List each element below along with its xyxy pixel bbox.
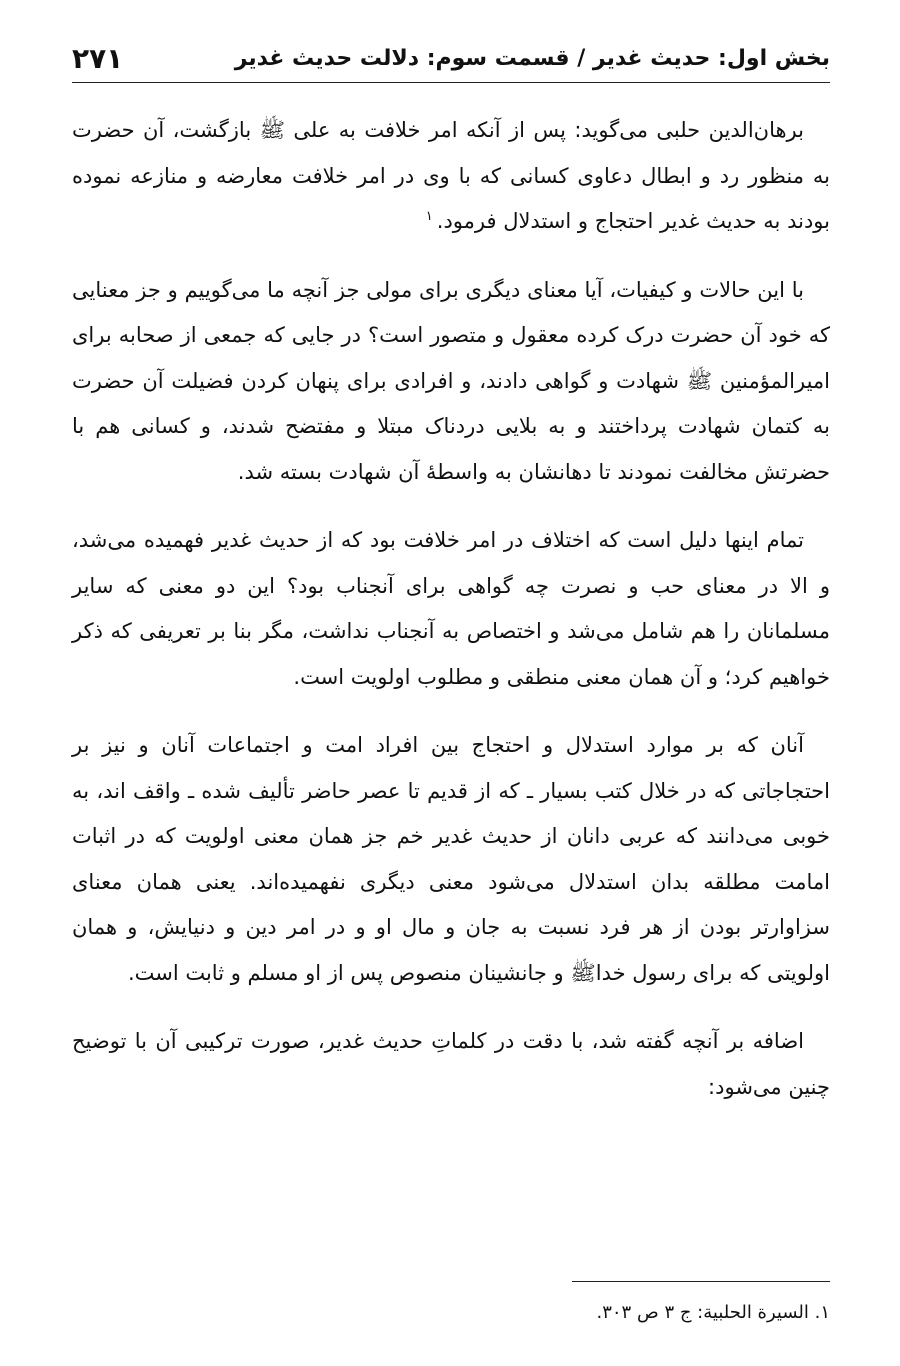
body-text: [72, 108, 830, 1133]
footnote-reference: ۱: [425, 209, 433, 224]
page-header: [72, 36, 830, 80]
running-head: بخش اول: حدیث غدیر / قسمت سوم: دلالت حدیث غدیر: [234, 45, 830, 71]
footnote: ۱. السیرة الحلبیة: ج ۳ ص ۳۰۳.: [596, 1302, 830, 1323]
paragraph-1-text: برهان‌الدین حلبی می‌گوید: پس از آنکه امر خلافت به علی ﷺ بازگشت، آن حضرت به منظور رد و ابطال دعاوی کسانی که با وی در امر خلافت معارضه و منازعه نموده بودند به حدیث غدیر احتجاج و استدلال فرمود.: [72, 118, 830, 233]
header-rule: [72, 82, 830, 83]
paragraph-4: آنان که بر موارد استدلال و احتجاج بین افراد امت و اجتماعات آنان و نیز بر احتجاجاتی که در خلال کتب بسیار ـ که از قدیم تا عصر حاضر تألیف شده ـ واقف اند، به خوبی می‌دانند که عربی دانان از حدیث غدیر خم جز همان معنی اولویت که در اثبات امامت مطلقه بدان استدلال می‌شود معنی دیگری نفهمیده‌اند. یعنی همان معنای سزاوارتر بودن از هر فرد نسبت به جان و مال او و در امر دین و دنیایش، و همان اولویتی که برای رسول خداﷺ و جانشینان منصوص پس از او مسلم و ثابت است.: [72, 733, 830, 985]
footnote-rule: [572, 1281, 830, 1282]
paragraph-2: با این حالات و کیفیات، آیا معنای دیگری برای مولی جز آنچه ما می‌گوییم و جز معنایی که خود آن حضرت درک کرده معقول و متصور است؟ در جایی که جمعی از صحابه برای امیرالمؤمنین ﷺ شهادت و گواهی دادند، و افرادی برای پنهان کردن فضیلت آن حضرت به کتمان شهادت پرداختند و به بلایی دردناک مبتلا و مفتضح شدند، و کسانی هم با حضرتش مخالفت نمودند تا دهانشان به واسطهٔ آن شهادت بسته شد.: [72, 277, 830, 484]
page-number: ۲۷۱: [72, 41, 124, 75]
paragraph-1: [72, 108, 830, 245]
paragraph-5: اضافه بر آنچه گفته شد، با دقت در کلماتِ حدیث غدیر، صورت ترکیبی آن با توضیح چنین می‌شود:: [72, 1029, 830, 1099]
paragraph-3: تمام اینها دلیل است که اختلاف در امر خلافت بود که از حدیث غدیر فهمیده می‌شد، و الا در معنای حب و نصرت چه گواهی برای آنجناب بود؟ این دو معنی که سایر مسلمانان را هم شامل می‌شد و اختصاص به آنجناب نداشت، مگر بنا بر تعریفی که ذکر خواهیم کرد؛ و آن همان معنی منطقی و مطلوب اولویت است.: [72, 528, 830, 689]
